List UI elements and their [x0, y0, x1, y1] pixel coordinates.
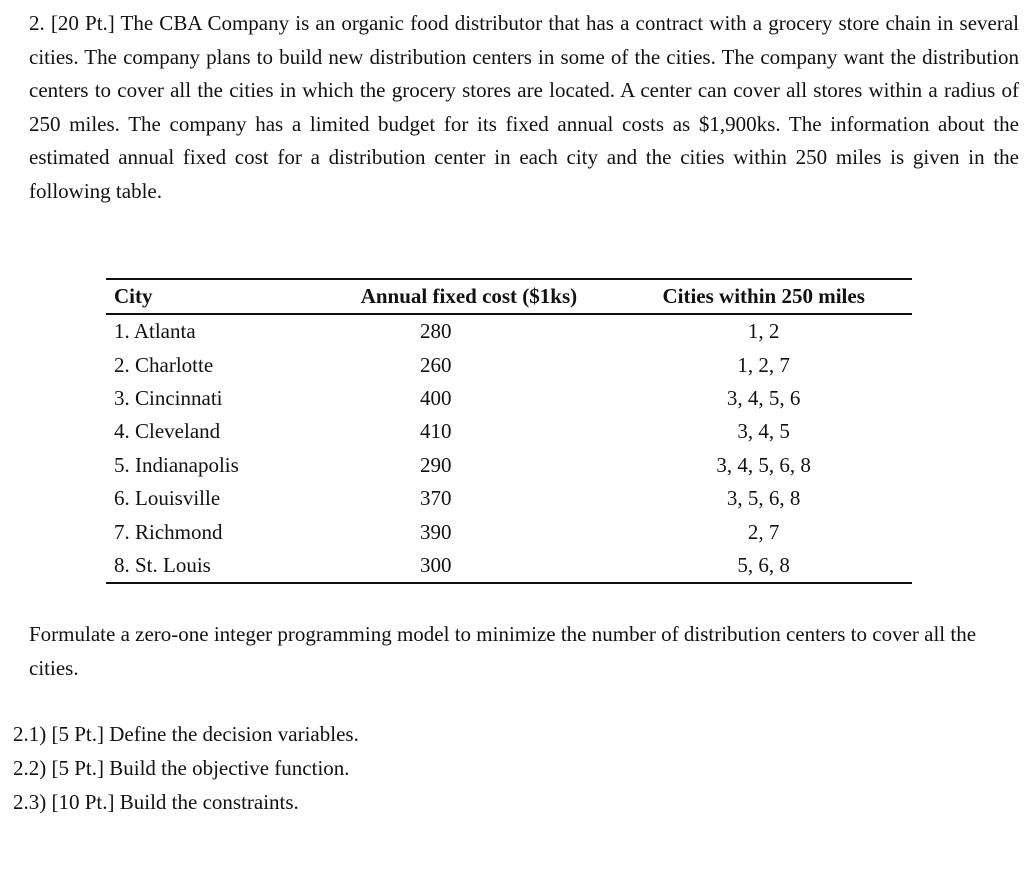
- header-cities-within: Cities within 250 miles: [615, 279, 912, 314]
- cell-city: 2. Charlotte: [114, 352, 214, 377]
- sub-question-item: 2.1) [5 Pt.] Define the decision variables.: [13, 722, 359, 746]
- sub-question-item: 2.2) [5 Pt.] Build the objective function.: [13, 756, 350, 780]
- cost-value: 260: [419, 352, 452, 377]
- cell-cities-within: 5, 6, 8: [615, 549, 912, 583]
- cell-cost: [323, 415, 616, 448]
- sub-question-list: [13, 717, 713, 819]
- table-row: [106, 314, 912, 348]
- cost-value: 300: [419, 552, 452, 577]
- cell-cost: [323, 482, 616, 515]
- table-row: [106, 549, 912, 583]
- problem-statement: 2. [20 Pt.] The CBA Company is an organic food distributor that has a contract with a grocery store chain in several cities. The company plans to build new distribution centers in some of the cities. The company want the distribution centers to cover all the cities in which the grocery stores are located. A center can cover all stores within a radius of 250 miles. The company has a limited budget for its fixed annual costs as $1,900ks. The information about the estimated annual fixed cost for a distribution center in each city and the cities within 250 miles is given in the following table.: [29, 11, 1019, 203]
- cell-city: 6. Louisville: [114, 486, 221, 511]
- cell-cost: [323, 382, 616, 415]
- cell-cost: [323, 449, 616, 482]
- cost-value: 390: [419, 519, 452, 544]
- cell-city: 1. Atlanta: [114, 319, 196, 344]
- cell-city: 7. Richmond: [114, 519, 223, 544]
- cell-cost: [323, 549, 616, 583]
- cell-cost: [323, 348, 616, 381]
- cell-cities-within: 3, 4, 5, 6: [726, 385, 801, 410]
- cost-value: 410: [419, 419, 452, 444]
- cell-cost: [323, 314, 616, 348]
- formulate-instruction: Formulate a zero-one integer programming model to minimize the number of distribution centers to cover all the cities.: [29, 622, 977, 680]
- header-annual-fixed-cost: Annual fixed cost ($1ks): [323, 279, 616, 314]
- cost-value: 280: [419, 319, 452, 344]
- city-cost-table: [106, 278, 912, 584]
- table-row: [106, 415, 912, 448]
- sub-question-item: 2.3) [10 Pt.] Build the constraints.: [13, 790, 299, 814]
- table-header-row: [106, 279, 912, 314]
- cost-value: 290: [419, 452, 452, 477]
- table-row: [106, 382, 912, 415]
- cost-value: 370: [419, 486, 452, 511]
- table-row: [106, 482, 912, 515]
- table-row: [106, 515, 912, 548]
- cell-cities-within: 3, 4, 5, 6, 8: [716, 452, 811, 477]
- cell-city: 5. Indianapolis: [114, 452, 239, 477]
- header-city: City: [106, 279, 323, 314]
- table-row: [106, 449, 912, 482]
- cell-cities-within: 1, 2, 7: [737, 352, 790, 377]
- cell-city: 8. St. Louis: [106, 549, 323, 583]
- cell-city: 4. Cleveland: [114, 419, 221, 444]
- cell-cities-within: 3, 5, 6, 8: [726, 486, 801, 511]
- cell-cities-within: 1, 2: [747, 319, 780, 344]
- cost-value: 400: [419, 385, 452, 410]
- cell-cities-within: 3, 4, 5: [737, 419, 790, 444]
- cell-cost: [323, 515, 616, 548]
- cell-cities-within: 2, 7: [747, 519, 780, 544]
- cell-city: 3. Cincinnati: [114, 385, 223, 410]
- table-row: [106, 348, 912, 381]
